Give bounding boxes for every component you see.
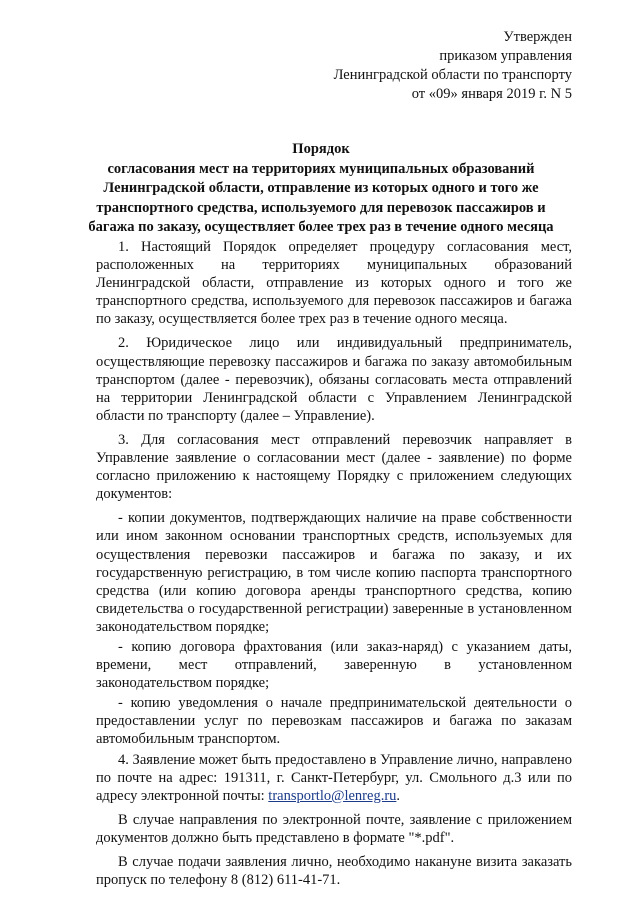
list-item-notification: - копию уведомления о начале предпринимательской деятельности о предоставлении услуг по перевозкам пассажиров и багажа по заказам автомобильным транспортом. — [96, 695, 572, 748]
title-line-2: Ленинградской области, отправление из которых одного и того же — [103, 180, 539, 196]
paragraph-4 — [96, 751, 572, 805]
title-line-4: багажа по заказу, осуществляет более трех раз в течение одного месяца — [88, 219, 554, 235]
title-line-1: согласования мест на территориях муниципальных образований — [107, 160, 535, 177]
paragraph-4-text: 4. Заявление может быть предоставлено в Управление лично, направлено по почте на адрес: 191311, г. Санкт-Петербург, ул. Смольного д.3 или по адресу электронной почты: — [96, 751, 572, 804]
paragraph-3: 3. Для согласования мест отправлений перевозчик направляет в Управление заявление о согласовании мест (далее - заявление) по форме согласно приложению к настоящему Порядку с приложением следующих документов: — [96, 431, 572, 503]
list-item-charter-contract: - копию договора фрахтования (или заказ-наряд) с указанием даты, времени, мест отправлений, заверенную в установленном законодательством порядке; — [96, 638, 572, 692]
approval-block — [334, 28, 572, 104]
paragraph-2: 2. Юридическое лицо или индивидуальный предприниматель, осуществляющие перевозку пассажиров и багажа по заказу автомобильным транспортом (далее - перевозчик), обязаны согласовать места отправлений на территории Ленинградской области с Управлением Ленинградской области по транспорту (далее – Управление). — [96, 335, 572, 424]
title-heading: Порядок — [292, 141, 350, 157]
title-line-3: транспортного средства, используемого для перевозок пассажиров и — [96, 199, 546, 216]
paragraph-6: В случае подачи заявления лично, необходимо накануне визита заказать пропуск по телефону 8 (812) 611-41-71. — [96, 854, 572, 889]
list-item-documents: - копии документов, подтверждающих наличие на праве собственности или ином законном основании транспортных средств, используемых для осуществления перевозки пассажиров и багажа по заказу, и их государственную регистрацию, в том числе копию паспорта транспортного средства (или копию договора аренды транспортного средства, копию свидетельства о государственной регистрации) заверенные в установленном законодательством порядке; — [96, 510, 572, 635]
approval-line-3: Ленинградской области по транспорту — [333, 67, 572, 83]
document-title — [60, 140, 582, 238]
document-body — [96, 238, 572, 895]
paragraph-1: 1. Настоящий Порядок определяет процедуру согласования мест, расположенных на территориях муниципальных образований Ленинградской области, отправление из которых одного и того же транспортного средства, используемого для перевозок пассажиров и багажа по заказу, осуществляется более трех раз в течение одного месяца. — [96, 239, 572, 328]
paragraph-5: В случае направления по электронной почте, заявление с приложением документов должно быть представлено в формате "*.pdf". — [96, 811, 572, 846]
paragraph-4-end: . — [396, 787, 401, 804]
approval-line-4: от «09» января 2019 г. N 5 — [411, 86, 572, 102]
email-link[interactable]: transportlo@lenreg.ru — [268, 787, 397, 804]
approval-line-1: Утвержден — [503, 29, 572, 45]
approval-line-2: приказом управления — [439, 48, 572, 64]
